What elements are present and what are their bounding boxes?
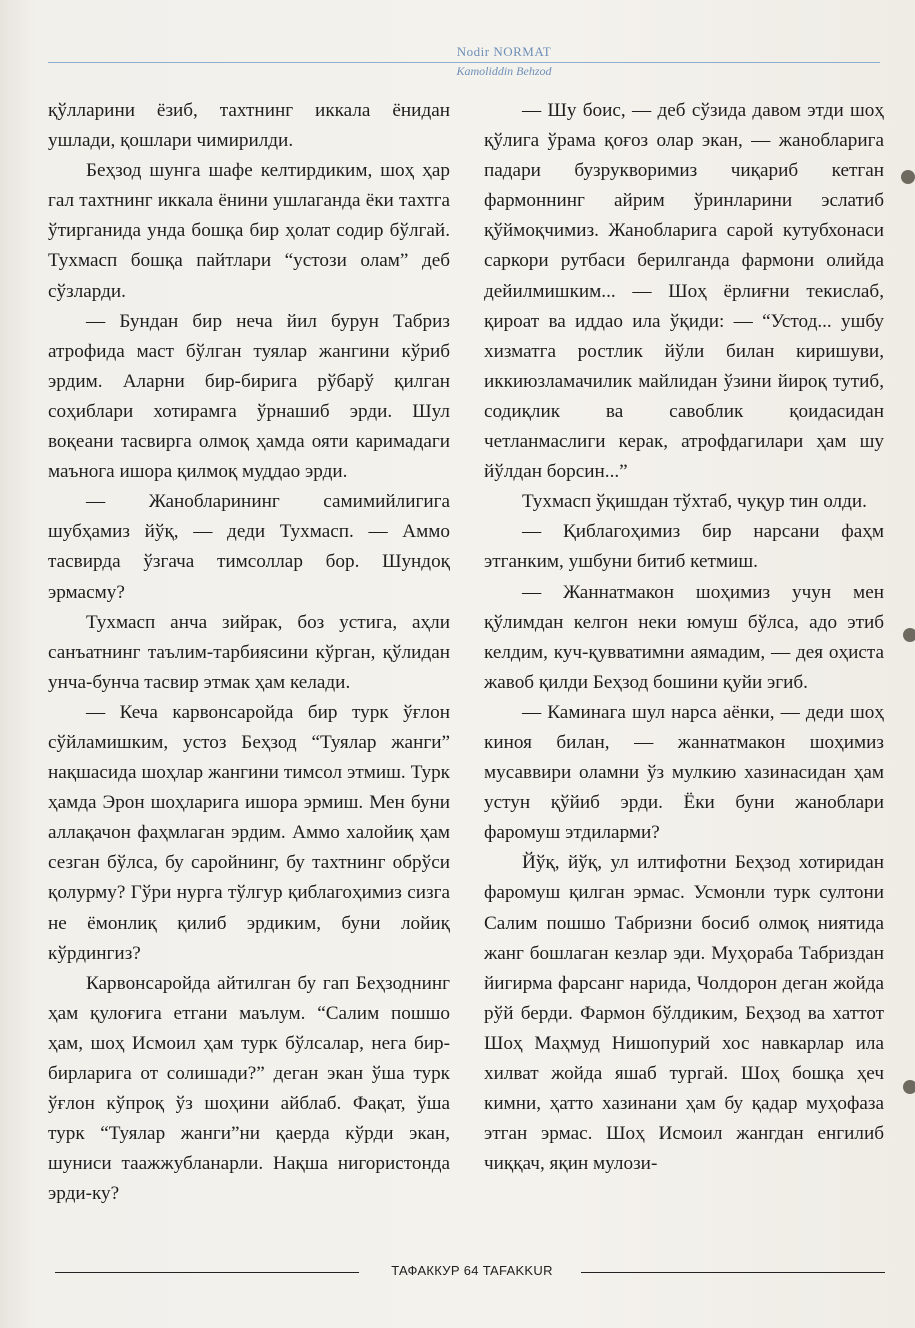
paragraph: — Каминага шул нарса аёнки, — деди шоҳ киноя билан, — жаннатмакон шоҳимиз мусаввири оламни ўз мулкию хазинасидан ҳам устун қўйиб эрди. Ёки буни жаноблари фаромуш этдиларми? <box>484 701 884 844</box>
paragraph: — Жаннатмакон шоҳимиз учун мен қўлимдан келгон неки юмуш бўлса, адо этиб келдим, куч-қувватимни аямадим, — дея оҳиста жавоб қилди Беҳзод бошини қуйи эгиб. <box>484 581 884 693</box>
footer-rule-left <box>55 1272 359 1273</box>
paragraph: Беҳзод шунга шафе келтирдиким, шоҳ ҳар гал тахтнинг иккала ёнини ушлаганда ёки тахтга ўтирганида унда бошқа бир ҳолат содир бўлгай. Тухмасп бошқа пайтлари “устози олам” деб сўзларди. <box>48 160 450 302</box>
binding-hole <box>901 170 915 184</box>
paragraph: Тухмасп ўқишдан тўхтаб, чуқур тин олди. <box>522 491 867 513</box>
header-rule <box>48 62 880 63</box>
footer-rule-right <box>581 1272 885 1273</box>
paragraph: Йўқ, йўқ, ул илтифотни Беҳзод хотиридан фаромуш қилган эрмас. Усмонли турк султони Салим пошшо Табризни босиб олмоқ ниятида жанг бошлаган кезлар эди. Муҳораба Табриздан йигирма фарсанг нарида, Чолдорон деган жойда рўй берди. Фармон бўлдиким, Беҳзод ва хаттот Шоҳ Маҳмуд Нишопурий хос навкарлар ила хилват жойда яшаб тургай. Шоҳ бошқа ҳеч кимни, ҳатто хазинани ҳам бу қадар муҳофаза этган эрмас. Шоҳ Исмоил жангдан енгилиб чиққач, яқин мулози- <box>484 852 884 1175</box>
paragraph: — Қиблагоҳимиз бир нарсани фаҳм этганким, ушбуни битиб кетмиш. <box>484 521 884 573</box>
left-column <box>48 96 450 1209</box>
author-name: Nodir NORMAT <box>456 44 552 59</box>
paragraph: — Кеча карвонсаройда бир турк ўғлон сўйламишким, устоз Беҳзод “Туялар жанги” нақшасида шоҳлар жангини тимсол этмиш. Турк ҳамда Эрон шоҳларига ишора эрмиш. Мен буни аллақачон фаҳмлаган эрдим. Аммо халойиқ ҳам сезган бўлса, бу саройнинг, бу тахтнинг обрўси қолурму? Гўри нурга тўлгур қиблагоҳимиз сизга не ёмонлиқ қилиб эрдиким, буни лойиқ кўрдингиз? <box>48 701 450 964</box>
paragraph: Карвонсаройда айтилган бу гап Беҳзоднинг ҳам қулоғига етгани маълум. “Салим пошшо ҳам, шоҳ Исмоил ҳам турк бўлсалар, нега бир-бирларига от солишади?” деган экан ўша турк ўғлон кўпроқ ўз шоҳини айблаб. Фақат, ўша турк “Туялар жанги”ни қаерда кўрди экан, шуниси таажжубланарли. Нақша нигористонда эрди-ку? <box>48 972 450 1205</box>
article-subtitle: Kamoliddin Behzod <box>456 64 552 78</box>
paragraph: — Шу боис, — деб сўзида давом этди шоҳ қўлига ўрама қоғоз олар экан, — жанобларига падари бузрукворимиз чиқариб кетган фармоннинг айрим ўринларини эслатиб қўймоқчимиз. Жанобларига сарой кутубхонаси саркори рутбаси берилганда фармони олийда дейилмишким... — Шоҳ ёрлиғни текислаб, қироат ва иддао ила ўқиди: — “Устод... ушбу хизматга ростлик йўли билан киришуви, иккиюзламачилик майлидан ўзини йироқ тутиб, содиқлик ва савоблик қоидасидан четланмаслиги керак, атрофдагилари ҳам шу йўлдан борсин...” <box>484 100 884 483</box>
page-footer <box>55 1262 885 1282</box>
running-header <box>48 44 880 79</box>
paragraph: — Жанобларининг самимийлигига шубҳамиз йўқ, — деди Тухмасп. — Аммо тасвирда ўзгача тимсоллар бор. Шундоқ эрмасму? <box>48 491 450 603</box>
binding-hole <box>903 1080 915 1094</box>
footer-page-label: ТАФАККУР 64 TAFAKKUR <box>391 1263 553 1278</box>
binding-hole <box>903 628 915 642</box>
paragraph: қўлларини ёзиб, тахтнинг иккала ёнидан ушлади, қошлари чимирилди. <box>48 100 450 152</box>
right-column <box>484 96 884 1179</box>
paragraph: Тухмасп анча зийрак, боз устига, аҳли санъатнинг таълим-тарбиясини кўрган, қўлидан унча-бунча тасвир этмак ҳам келади. <box>48 611 450 693</box>
paragraph: — Бундан бир неча йил бурун Табриз атрофида маст бўлган туялар жангини кўриб эрдим. Аларни бир-бирига рўбарў қилган соҳиблари хотирамга ўрнашиб эрди. Шул воқеани тасвирга олмоқ ҳамда ояти каримадаги маънога ишора қилмоқ муддао эрди. <box>48 310 450 483</box>
